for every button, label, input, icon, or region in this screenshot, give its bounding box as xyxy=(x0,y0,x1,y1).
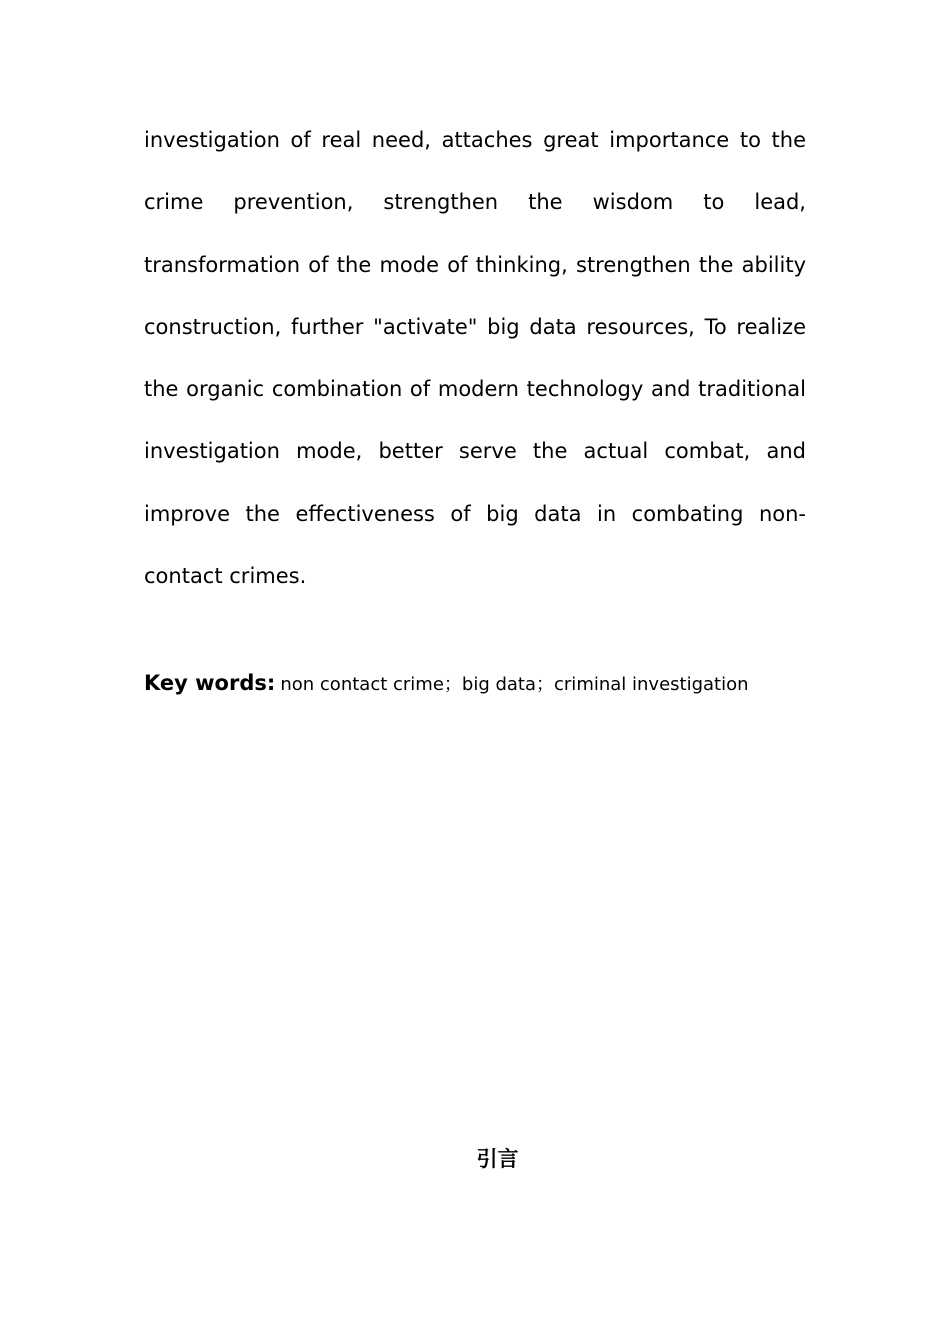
section-heading: 引言 xyxy=(476,1147,519,1171)
keywords-line xyxy=(144,668,844,700)
keywords-label: Key words: xyxy=(144,671,276,695)
abstract-paragraph xyxy=(144,122,806,620)
abstract-line-4: construction, further "activate" big data resources, To realize xyxy=(144,314,806,339)
abstract-line-8: contact crimes. xyxy=(144,564,307,589)
abstract-line-3: transformation of the mode of thinking, strengthen the ability xyxy=(144,252,806,277)
abstract-line-6: investigation mode, better serve the actual combat, and xyxy=(144,439,806,464)
abstract-line-2: crime prevention, strengthen the wisdom to lead, xyxy=(144,190,806,215)
abstract-line-7: improve the effectiveness of big data in combating non- xyxy=(144,501,806,526)
keywords-values: non contact crime；big data；criminal investigation xyxy=(280,674,749,695)
abstract-line-1: investigation of real need, attaches great importance to the xyxy=(144,128,806,152)
abstract-line-5: the organic combination of modern technology and traditional xyxy=(144,377,806,402)
